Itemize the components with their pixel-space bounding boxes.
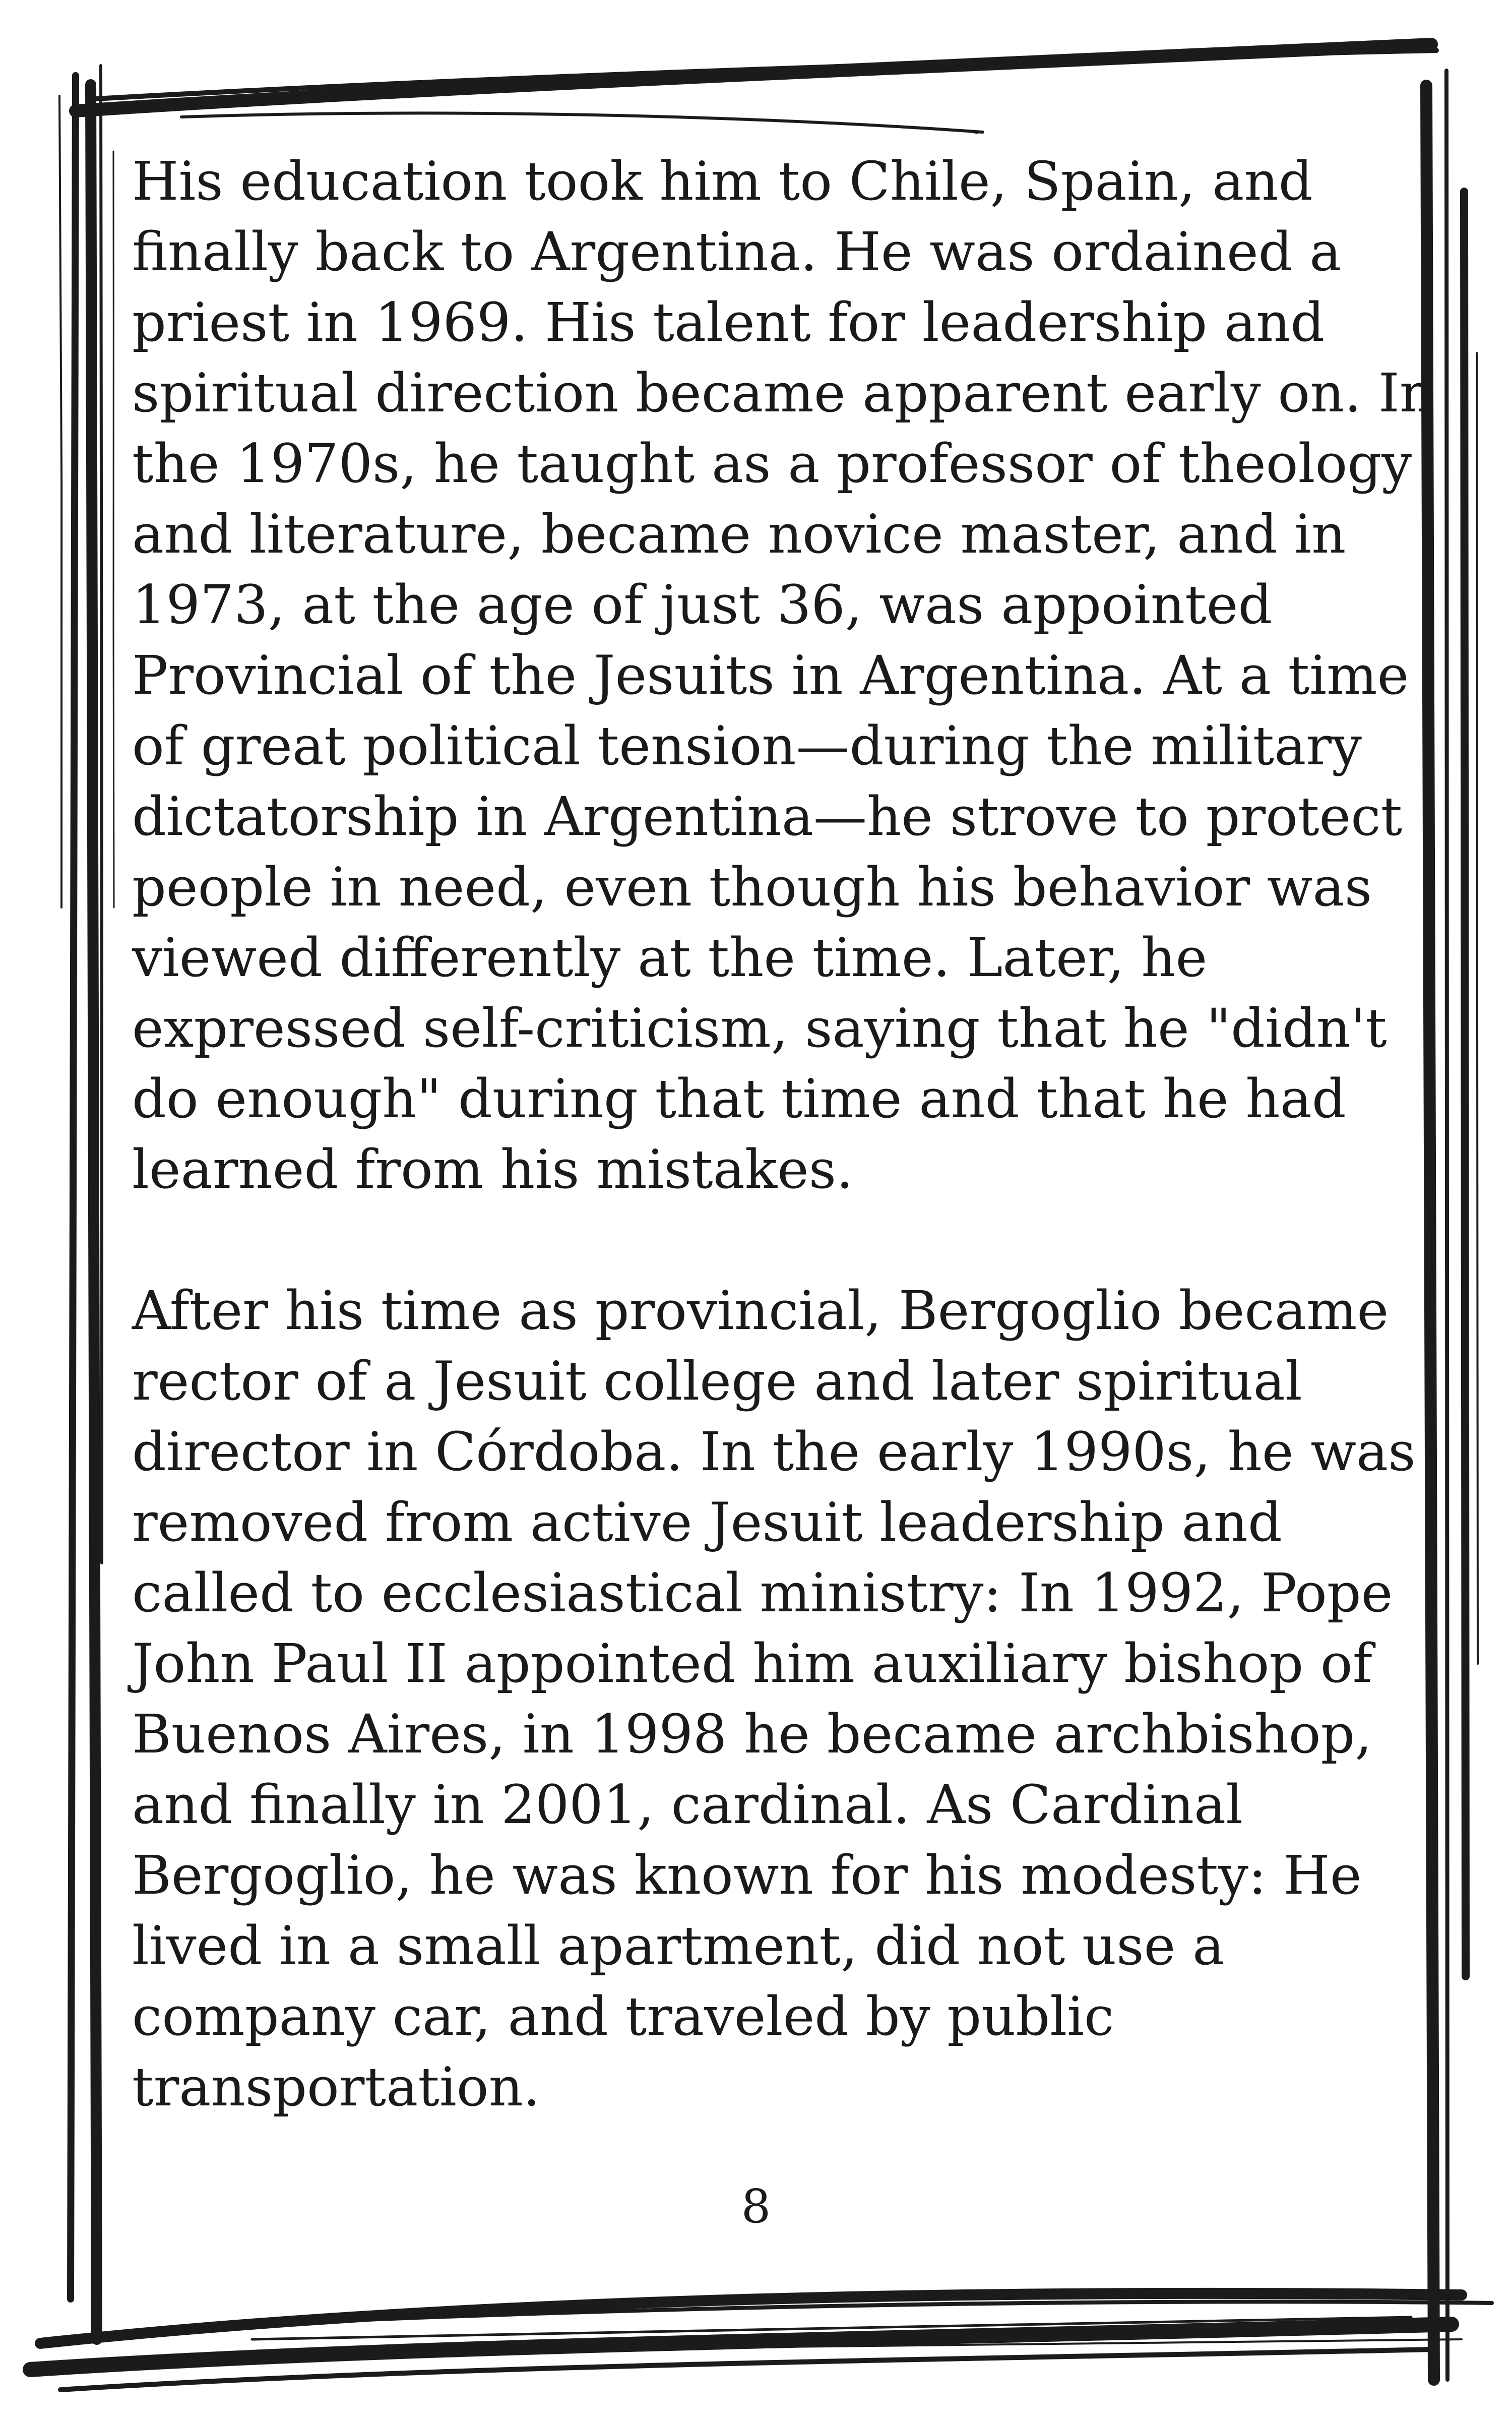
body-text xyxy=(132,146,1434,2123)
text-line: transportation. xyxy=(132,2056,540,2118)
text-line: people in need, even though his behavior was xyxy=(132,856,1372,918)
text-line: called to ecclesiastical ministry: In 1992, Pope xyxy=(132,1562,1393,1624)
paragraph-2 xyxy=(132,1276,1422,2123)
text-line: expressed self-criticism, saying that he "didn't xyxy=(132,997,1387,1059)
text-line: lived in a small apartment, did not use a xyxy=(132,1915,1225,1977)
text-line: do enough" during that time and that he had xyxy=(132,1068,1346,1130)
frame-left-stroke xyxy=(71,76,78,2299)
text-line: of great political tension—during the military xyxy=(132,715,1362,777)
frame-right-stroke xyxy=(1477,353,1478,1664)
frame-left-stroke xyxy=(59,96,62,908)
paragraph-gap xyxy=(132,1205,1422,1276)
page-number: 8 xyxy=(741,2180,771,2233)
text-line: Buenos Aires, in 1998 he became archbishop, xyxy=(132,1703,1372,1765)
text-line: and finally in 2001, cardinal. As Cardinal xyxy=(132,1774,1243,1836)
text-line: finally back to Argentina. He was ordained a xyxy=(132,221,1342,283)
text-line: After his time as provincial, Bergoglio became xyxy=(132,1280,1389,1342)
text-line: spiritual direction became apparent early on. In xyxy=(132,362,1434,424)
text-line: dictatorship in Argentina—he strove to protect xyxy=(132,785,1403,848)
text-line: director in Córdoba. In the early 1990s, he was xyxy=(132,1421,1416,1483)
frame-right-stroke xyxy=(1446,71,1447,2380)
text-line: priest in 1969. His talent for leadership and xyxy=(132,291,1325,353)
text-line: viewed differently at the time. Later, he xyxy=(132,927,1208,989)
text-line: removed from active Jesuit leadership and xyxy=(132,1491,1282,1553)
frame-left-stroke xyxy=(91,85,97,2339)
frame-right-stroke xyxy=(1426,86,1434,2380)
text-line: learned from his mistakes. xyxy=(132,1138,853,1200)
text-line: the 1970s, he taught as a professor of theology xyxy=(132,433,1412,495)
frame-top-stroke xyxy=(731,119,978,133)
frame-right-stroke xyxy=(1464,192,1466,1976)
text-line: rector of a Jesuit college and later spiritual xyxy=(132,1350,1302,1412)
frame-left-stroke xyxy=(113,151,114,908)
text-line: His education took him to Chile, Spain, and xyxy=(132,150,1313,212)
frame-left-stroke xyxy=(101,66,102,1563)
text-line: Bergoglio, he was known for his modesty: He xyxy=(132,1844,1362,1906)
frame-top-stroke xyxy=(181,113,983,132)
text-line: 1973, at the age of just 36, was appointed xyxy=(132,574,1273,636)
text-line: Provincial of the Jesuits in Argentina. At a time xyxy=(132,644,1409,706)
paragraph-1 xyxy=(132,146,1434,1205)
text-line: John Paul II appointed him auxiliary bishop of xyxy=(132,1632,1372,1695)
text-line: and literature, became novice master, and in xyxy=(132,503,1346,565)
text-line: company car, and traveled by public xyxy=(132,1985,1114,2047)
